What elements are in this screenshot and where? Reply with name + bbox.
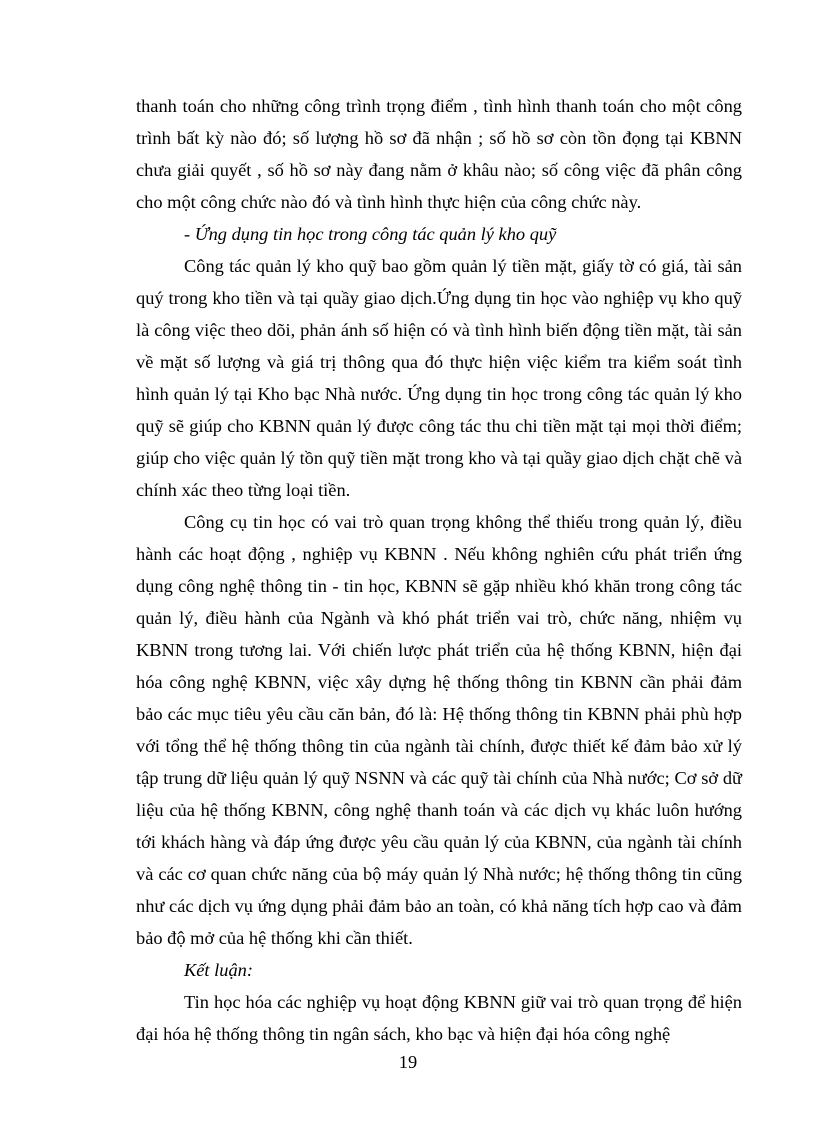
section-heading-conclusion: Kết luận:: [184, 960, 253, 980]
paragraph-treasury-management: Công tác quản lý kho quỹ bao gồm quản lý tiền mặt, giấy tờ có giá, tài sản quý trong kho tiền và tại quầy giao dịch.Ứng dụng tin học vào nghiệp vụ kho quỹ là công việc theo dõi, phản ánh số hiện có và tình hình biến động tiền mặt, tài sản về mặt số lượng và giá trị thông qua đó thực hiện việc kiểm tra kiểm soát tình hình quản lý tại Kho bạc Nhà nước. Ứng dụng tin học trong công tác quản lý kho quỹ sẽ giúp cho KBNN quản lý được công tác thu chi tiền mặt tại mọi thời điểm; giúp cho việc quản lý tồn quỹ tiền mặt trong kho và tại quầy giao dịch chặt chẽ và chính xác theo từng loại tiền.: [136, 256, 742, 500]
section-heading-treasury-management: - Ứng dụng tin học trong công tác quản lý kho quỹ: [184, 224, 557, 244]
page-number: 19: [398, 1052, 418, 1072]
paragraph-it-role: Công cụ tin học có vai trò quan trọng không thể thiếu trong quản lý, điều hành các hoạt động , nghiệp vụ KBNN . Nếu không nghiên cứu phát triển ứng dụng công nghệ thông tin - tin học, KBNN sẽ gặp nhiều khó khăn trong công tác quản lý, điều hành của Ngành và khó phát triển vai trò, chức năng, nhiệm vụ KBNN trong tương lai. Với chiến lược phát triển của hệ thống KBNN, hiện đại hóa công nghệ KBNN, việc xây dựng hệ thống thông tin KBNN cần phải đảm bảo các mục tiêu yêu cầu căn bản, đó là: Hệ thống thông tin KBNN phải phù hợp với tổng thể hệ thống thông tin của ngành tài chính, được thiết kế đảm bảo xử lý tập trung dữ liệu quản lý quỹ NSNN và các quỹ tài chính của Nhà nước; Cơ sở dữ liệu của hệ thống KBNN, công nghệ thanh toán và các dịch vụ khác luôn hướng tới khách hàng và đáp ứng được yêu cầu quản lý của KBNN, của ngành tài chính và các cơ quan chức năng của bộ máy quản lý Nhà nước; hệ thống thông tin cũng như các dịch vụ ứng dụng phải đảm bảo an toàn, có khả năng tích hợp cao và đảm bảo độ mở của hệ thống khi cần thiết.: [136, 512, 742, 948]
document-body: [136, 90, 742, 1050]
paragraph-conclusion: Tin học hóa các nghiệp vụ hoạt động KBNN giữ vai trò quan trọng để hiện đại hóa hệ thống thông tin ngân sách, kho bạc và hiện đại hóa công nghệ: [136, 992, 742, 1044]
paragraph-payment-records: thanh toán cho những công trình trọng điểm , tình hình thanh toán cho một công trình bất kỳ nào đó; số lượng hồ sơ đã nhận ; số hồ sơ còn tồn đọng tại KBNN chưa giải quyết , số hồ sơ này đang nằm ở khâu nào; số công việc đã phân công cho một công chức nào đó và tình hình thực hiện của công chức này.: [136, 96, 742, 212]
